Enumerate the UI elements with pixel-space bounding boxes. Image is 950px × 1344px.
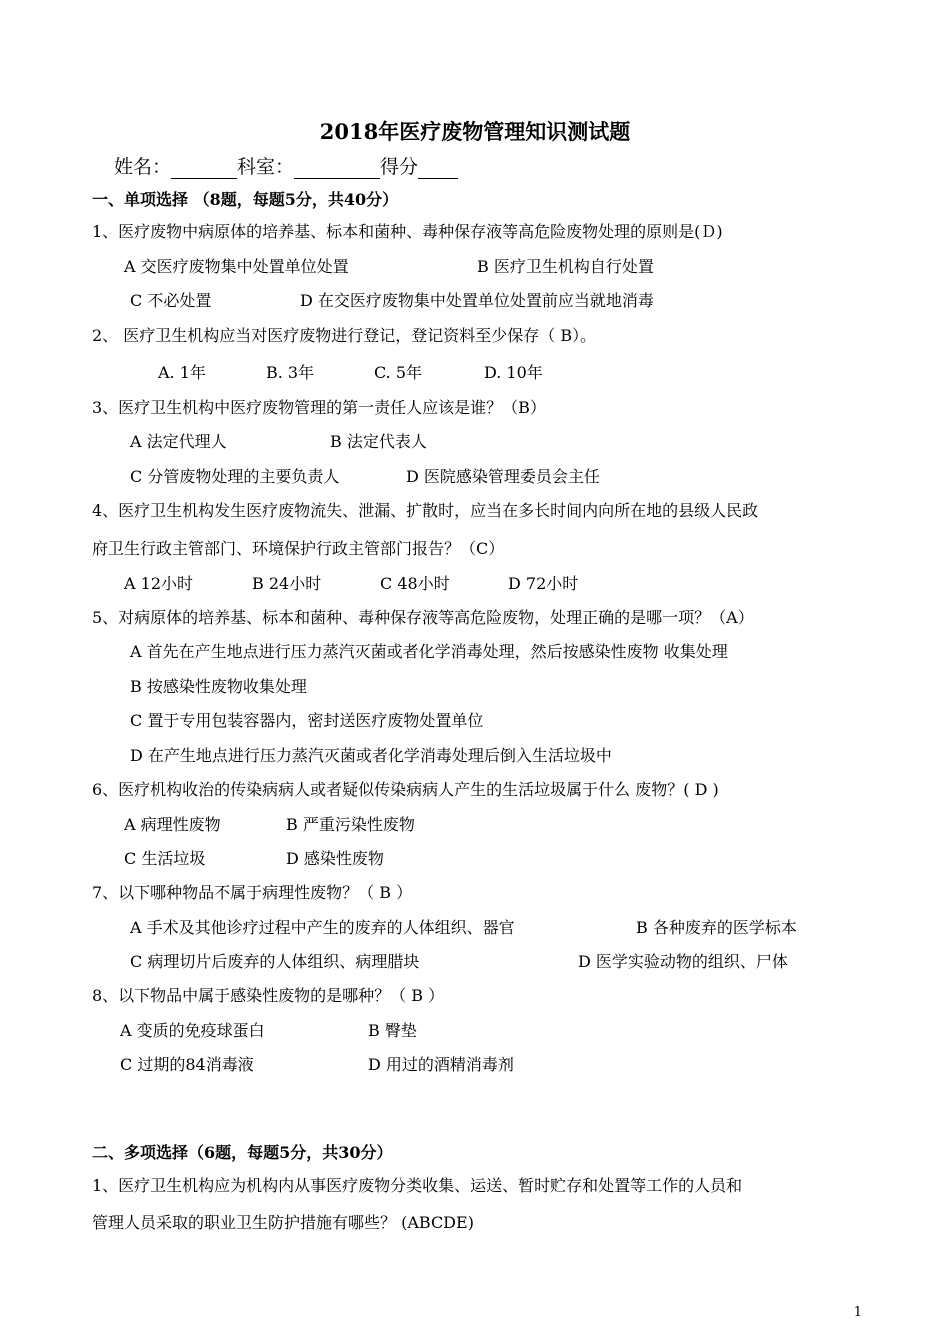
dept-label: 科室： xyxy=(237,156,295,178)
score-blank[interactable] xyxy=(418,160,458,179)
question-1-8: 8、以下物品中属于感染性废物的是哪种？（ B ） xyxy=(92,986,445,1005)
option-b: B. 3年 xyxy=(266,363,315,382)
option-b: B 法定代表人 xyxy=(330,432,427,451)
question-1-4-continued: 府卫生行政主管部门、环境保护行政主管部门报告？（C） xyxy=(92,539,505,558)
option-a: A 交医疗废物集中处置单位处置 xyxy=(124,257,349,276)
option-b: B 各种废弃的医学标本 xyxy=(636,918,797,937)
option-b: B 臀垫 xyxy=(368,1021,417,1040)
exam-header xyxy=(114,152,458,179)
document-title: 2018年医疗废物管理知识测试题 xyxy=(319,119,631,144)
option-d: D 在交医疗废物集中处置单位处置前应当就地消毒 xyxy=(300,291,654,310)
option-a: A 首先在产生地点进行压力蒸汽灭菌或者化学消毒处理，然后按感染性废物 收集处理 xyxy=(130,642,728,661)
option-d: D 用过的酒精消毒剂 xyxy=(368,1055,514,1074)
score-label: 得分 xyxy=(380,156,419,178)
option-c: C 不必处置 xyxy=(130,291,212,310)
section-1-heading: 一、单项选择 （8题，每题5分，共40分） xyxy=(92,190,399,209)
option-a: A 病理性废物 xyxy=(124,815,221,834)
option-d: D 感染性废物 xyxy=(286,849,384,868)
question-1-4: 4、医疗卫生机构发生医疗废物流失、泄漏、扩散时，应当在多长时间内向所在地的县级人民政 xyxy=(92,501,759,520)
option-c: C 48小时 xyxy=(380,574,450,593)
option-c: C 过期的84消毒液 xyxy=(120,1055,254,1074)
question-1-2: 2、 医疗卫生机构应当对医疗废物进行登记，登记资料至少保存（ B）。 xyxy=(92,326,597,345)
option-d: D 医学实验动物的组织、尸体 xyxy=(578,952,788,971)
option-a: A. 1年 xyxy=(158,363,206,382)
option-c: C 病理切片后废弃的人体组织、病理腊块 xyxy=(130,952,420,971)
question-1-1: 1、医疗废物中病原体的培养基、标本和菌种、毒种保存液等高危险废物处理的原则是(Ｄ) xyxy=(92,222,723,241)
question-1-3: 3、医疗卫生机构中医疗废物管理的第一责任人应该是谁？（B） xyxy=(92,398,546,417)
dept-blank[interactable] xyxy=(294,160,380,179)
question-1-6: 6、医疗机构收治的传染病病人或者疑似传染病病人产生的生活垃圾属于什么 废物？( D ) xyxy=(92,780,719,799)
option-c: C 分管废物处理的主要负责人 xyxy=(130,467,340,486)
question-1-5: 5、对病原体的培养基、标本和菌种、毒种保存液等高危险废物，处理正确的是哪一项？（A） xyxy=(92,608,754,627)
option-d: D 72小时 xyxy=(508,574,579,593)
option-c: C 置于专用包装容器内，密封送医疗废物处置单位 xyxy=(130,711,484,730)
option-a: A 手术及其他诊疗过程中产生的废弃的人体组织、器官 xyxy=(130,918,515,937)
name-blank[interactable] xyxy=(171,160,237,179)
option-b: B 严重污染性废物 xyxy=(286,815,415,834)
option-c: C. 5年 xyxy=(374,363,423,382)
page-number: 1 xyxy=(853,1305,862,1320)
section-2-heading: 二、多项选择（6题，每题5分，共30分） xyxy=(92,1143,393,1162)
question-1-7: 7、以下哪种物品不属于病理性废物？（ B ） xyxy=(92,883,413,902)
question-2-1: 1、医疗卫生机构应为机构内从事医疗废物分类收集、运送、暂时贮存和处置等工作的人员和 xyxy=(92,1176,743,1195)
name-label: 姓名： xyxy=(114,156,172,178)
option-b: B 24小时 xyxy=(252,574,322,593)
option-b: B 医疗卫生机构自行处置 xyxy=(477,257,654,276)
option-d: D 在产生地点进行压力蒸汽灭菌或者化学消毒处理后倒入生活垃圾中 xyxy=(130,746,612,765)
option-a: A 法定代理人 xyxy=(130,432,227,451)
option-d: D 医院感染管理委员会主任 xyxy=(406,467,600,486)
option-a: A 变质的免疫球蛋白 xyxy=(120,1021,265,1040)
option-d: D. 10年 xyxy=(484,363,543,382)
option-c: C 生活垃圾 xyxy=(124,849,206,868)
option-a: A 12小时 xyxy=(124,574,194,593)
option-b: B 按感染性废物收集处理 xyxy=(130,677,307,696)
question-2-1-continued: 管理人员采取的职业卫生防护措施有哪些？ (ABCDE) xyxy=(92,1213,474,1232)
